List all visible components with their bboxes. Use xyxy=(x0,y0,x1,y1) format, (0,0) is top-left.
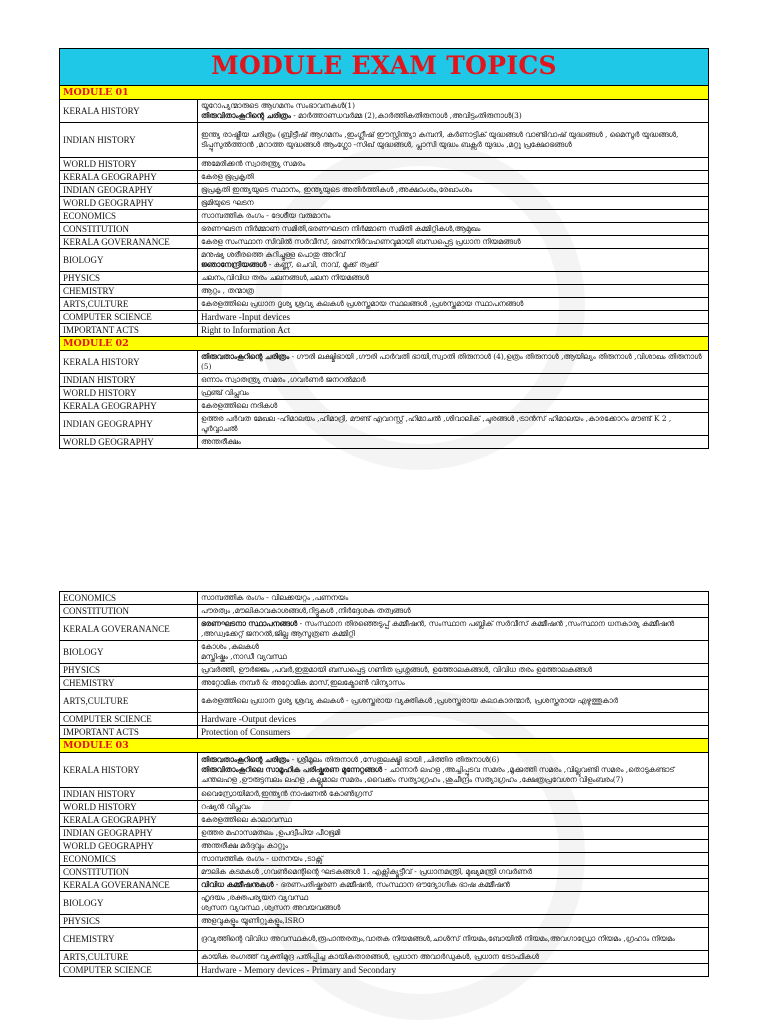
topic-text: Protection of Consumers xyxy=(201,727,291,737)
topics-cell xyxy=(198,197,709,210)
topic-text: - ചാന്നാർ ലഹള ,അച്ചിപ്പുടവ സമരം ,മൂക്കുത്തി സമരം ,വില്ലുവണ്ടി സമരം ,തൊടുകണ്ടാട് ചന്തലഹള ,ഊരുട്ടമ്പലം ലഹള ,കല്ലുമാല സമരം ,വൈക്കം സത്യാഗ്രഹം ,ശുചീന്ദ്രം സത്യാഗ്രഹം ,ക്ഷേത്രപ്രവേശന വിളംബരം(7) xyxy=(201,765,675,784)
module-label: MODULE 03 xyxy=(60,739,709,753)
module-label: MODULE 01 xyxy=(60,86,709,100)
topics-table-page-1 xyxy=(59,48,709,449)
topic-text: ഭൂപ്രകൃതി ഇന്ത്യയുടെ സ്ഥാനം, ഇന്ത്യയുടെ അതിർത്തികൾ ,അക്ഷാംശം,രേഖാംശം xyxy=(201,185,473,194)
topics-cell xyxy=(198,840,709,853)
topic-text: - ഗൗരി ലക്ഷ്മിഭായി ,ഗൗരി പാർവതി ഭായി,സ്വാതി തിരുനാൾ (4),ഉത്രം തിരുനാൾ ,ആയില്യം തിരുനാൾ ,വിശാഖം തിരുനാൾ (5) xyxy=(201,352,702,371)
topic-text: ഇന്ത്യ രാഷ്ട്രീയ ചരിത്രം (ബ്രിട്ടീഷ് ആഗമനം ,ഇംഗ്ലീഷ് ഈസ്റ്റിന്ത്യാ കമ്പനി, കർണാട്ടിക് യുദ്ധങ്ങൾ വാണ്ടിവാഷ് യുദ്ധങ്ങൾ , മൈസൂർ യുദ്ധങ്ങൾ, ടിപ്പുസുൽത്താൻ ,മറാത്ത യുദ്ധങ്ങൾ ആംഗ്ലോ -സിഖ് യുദ്ധങ്ങൾ, പ്ലാസി യുദ്ധം ബക്സർ യുദ്ധം ,മറ്റു പ്രക്ഷോഭങ്ങൾ xyxy=(201,130,679,149)
topic-row xyxy=(60,677,709,690)
topics-cell xyxy=(198,298,709,311)
topic-row xyxy=(60,400,709,413)
topic-row xyxy=(60,171,709,184)
topic-text: മസ്തിഷ്കം ,നാഡീ വ്യവസ്ഥ xyxy=(201,652,287,661)
subject-cell: BIOLOGY xyxy=(60,892,198,915)
subject-cell: CONSTITUTION xyxy=(60,223,198,236)
topic-text: കായിക രംഗത്ത് വ്യക്തിമുദ്ര പതിപ്പിച്ച കായികതാരങ്ങൾ, പ്രധാന അവാർഡുകൾ, പ്രധാന ട്രോഫികൾ xyxy=(201,952,539,961)
topic-row xyxy=(60,197,709,210)
topics-cell xyxy=(198,374,709,387)
topic-text: ഭരണഘടന നിർമ്മാണ സമിതി,ഭരണഘടന നിർമ്മാണ സമിതി കമ്മിറ്റികൾ,ആമുഖം xyxy=(201,224,481,233)
subject-cell: CONSTITUTION xyxy=(60,605,198,618)
topic-text: - കണ്ണ്, ചെവി, നാവ്, മൂക്ക് ത്വക്ക് xyxy=(266,260,378,269)
subject-cell: CHEMISTRY xyxy=(60,677,198,690)
topic-text: - സംസ്ഥാന തിരഞ്ഞെടുപ്പ് കമ്മീഷൻ, സംസ്ഥാന പബ്ലിക് സർവീസ് കമ്മീഷൻ ,സംസ്ഥാന ധനകാര്യ കമ്മീഷൻ ,അഡ്വക്കേറ്റ് ജനറൽ,ജില്ല ആസൂത്രണ കമ്മിറ്റി xyxy=(201,619,675,638)
subject-cell: PHYSICS xyxy=(60,664,198,677)
subject-cell: ARTS,CULTURE xyxy=(60,298,198,311)
topics-cell xyxy=(198,866,709,879)
topics-cell xyxy=(198,814,709,827)
topic-row xyxy=(60,123,709,158)
topic-text: സാമ്പത്തിക രംഗം - ദേശീയ വരുമാനം xyxy=(201,211,331,220)
topics-cell xyxy=(198,592,709,605)
subject-cell: INDIAN HISTORY xyxy=(60,788,198,801)
topic-row xyxy=(60,753,709,788)
topics-cell xyxy=(198,413,709,436)
topic-text: Right to Information Act xyxy=(201,325,291,335)
subject-cell: KERALA GEOGRAPHY xyxy=(60,814,198,827)
subject-cell: KERALA HISTORY xyxy=(60,100,198,123)
topic-row xyxy=(60,951,709,964)
subject-cell: KERALA GOVERANANCE xyxy=(60,618,198,641)
topic-row xyxy=(60,618,709,641)
topic-text: ഹൃദയം ,രക്തപര്യയന വ്യവസ്ഥ xyxy=(201,893,308,902)
subject-cell: PHYSICS xyxy=(60,915,198,928)
topic-heading: തിരുവതാംകൂറിന്റെ ചരിത്രം xyxy=(201,352,290,361)
subject-cell: CHEMISTRY xyxy=(60,285,198,298)
subject-cell: BIOLOGY xyxy=(60,641,198,664)
topic-text: അളവുകളും യൂണിറ്റുകളും,ISRO xyxy=(201,916,305,925)
subject-cell: KERALA GEOGRAPHY xyxy=(60,400,198,413)
subject-cell: INDIAN HISTORY xyxy=(60,374,198,387)
topic-text: ഫ്രഞ്ച് വിപ്ലവം xyxy=(201,388,249,397)
topics-cell xyxy=(198,436,709,449)
topic-text: കോശം ,കലകൾ xyxy=(201,642,259,651)
topic-row xyxy=(60,713,709,726)
topics-cell xyxy=(198,690,709,713)
topic-row xyxy=(60,311,709,324)
topic-row xyxy=(60,351,709,374)
subject-cell: WORLD HISTORY xyxy=(60,158,198,171)
topic-text: കേരള സംസ്ഥാന സിവിൽ സർവീസ്, ഭരണനിർവഹണവുമായി ബന്ധപ്പെട്ട പ്രധാന നിയമങ്ങൾ xyxy=(201,237,521,246)
topics-cell xyxy=(198,664,709,677)
topic-row xyxy=(60,605,709,618)
topic-text: കേരളത്തിലെ കാലാവസ്ഥ xyxy=(201,815,292,824)
topics-cell xyxy=(198,713,709,726)
subject-cell: WORLD HISTORY xyxy=(60,801,198,814)
subject-cell: CHEMISTRY xyxy=(60,928,198,951)
topics-cell xyxy=(198,387,709,400)
topics-cell xyxy=(198,641,709,664)
subject-cell: PHYSICS xyxy=(60,272,198,285)
topic-text: ഉത്തര മഹാസമതലം ,ഉപദ്വീപിയ പീഠഭൂമി xyxy=(201,828,341,837)
topics-cell xyxy=(198,853,709,866)
topics-cell xyxy=(198,210,709,223)
topic-text: അറ്റോമിക നമ്പർ & അറ്റോമിക മാസ്,ഇലക്ട്രോൺ വിന്യാസം xyxy=(201,678,405,687)
subject-cell: KERALA GOVERANANCE xyxy=(60,879,198,892)
topic-text: Hardware - Memory devices - Primary and Secondary xyxy=(201,965,397,975)
topics-cell xyxy=(198,879,709,892)
topic-row xyxy=(60,100,709,123)
topics-cell xyxy=(198,964,709,977)
topic-text: കേരളത്തിലെ പ്രധാന ദൃശ്യ ശ്രവ്യ കലകൾ പ്രശസ്തമായ സ്ഥലങ്ങൾ ,പ്രശസ്തമായ സ്ഥാപനങ്ങൾ xyxy=(201,299,524,308)
topic-row xyxy=(60,853,709,866)
topic-text: വൈസ്രോയിമാർ,ഇന്ത്യൻ നാഷണൽ കോൺഗ്രസ് xyxy=(201,789,373,798)
subject-cell: INDIAN GEOGRAPHY xyxy=(60,184,198,197)
topics-cell xyxy=(198,618,709,641)
topic-text: സാമ്പത്തിക രംഗം - ധനനയം ,ടാക്സ് xyxy=(201,854,323,863)
topic-text: Hardware -Output devices xyxy=(201,714,296,724)
topic-row xyxy=(60,184,709,197)
subject-cell: IMPORTANT ACTS xyxy=(60,324,198,337)
topic-text: - മാർത്താണ്ഡവർമ്മ (2),കാർത്തികതിരുനാൾ ,അവിട്ടംതിരുനാൾ(3) xyxy=(290,111,522,120)
topics-cell xyxy=(198,171,709,184)
topics-cell xyxy=(198,892,709,915)
topic-row xyxy=(60,413,709,436)
topic-text: കേരളത്തിലെ പ്രധാന ദൃശ്യ ശ്രവ്യ കലകൾ - പ്രശസ്തരായ വ്യക്തികൾ ,പ്രശസ്തരായ കലാകാരന്മാർ, പ്രശസ്തരായ എഴുത്തുകാർ xyxy=(201,696,618,705)
subject-cell: WORLD HISTORY xyxy=(60,387,198,400)
topic-text: ആറ്റം , തന്മാത്ര xyxy=(201,286,254,295)
subject-cell: KERALA HISTORY xyxy=(60,753,198,788)
subject-cell: ARTS,CULTURE xyxy=(60,690,198,713)
topic-text: - ശ്രീമൂലം തിരുനാൾ ,സേതുലക്ഷ്മി ഭായി ,ചിത്തിര തിരുനാൾ(6) xyxy=(289,755,500,764)
topic-text: പൗരത്വം ,മൗലികാവകാശങ്ങൾ,റിട്ടുകൾ ,നിർദ്ദേശക തത്വങ്ങൾ xyxy=(201,606,411,615)
topic-text: അമേരിക്കൻ സ്വാതന്ത്ര്യ സമരം xyxy=(201,159,306,168)
subject-cell: COMPUTER SCIENCE xyxy=(60,311,198,324)
topics-cell xyxy=(198,324,709,337)
topic-row xyxy=(60,801,709,814)
topic-text: റഷ്യൻ വിപ്ലവം xyxy=(201,802,251,811)
subject-cell: IMPORTANT ACTS xyxy=(60,726,198,739)
topics-cell xyxy=(198,951,709,964)
topic-row xyxy=(60,964,709,977)
topics-cell xyxy=(198,123,709,158)
topic-row xyxy=(60,272,709,285)
topic-row xyxy=(60,892,709,915)
topic-text: Hardware -Input devices xyxy=(201,312,290,322)
topics-cell xyxy=(198,726,709,739)
topics-cell xyxy=(198,351,709,374)
topics-table-page-2 xyxy=(59,591,709,977)
topics-cell xyxy=(198,915,709,928)
module-header-row xyxy=(60,739,709,753)
topic-text: ഉത്തര പർവത മേഖല -ഹിമാലയം ,ഹിമാദ്രി, മൗണ്ട് എവറസ്റ്റ് ,ഹിമാചൽ ,ശിവാലിക് ,ചുരങ്ങൾ ,ട്രാൻസ് ഹിമാലയം ,കാരക്കോറം മൗണ്ട് K 2 , പൂർവ്വാചൽ xyxy=(201,414,672,433)
subject-cell: KERALA GEOGRAPHY xyxy=(60,171,198,184)
topics-cell xyxy=(198,928,709,951)
topic-row xyxy=(60,592,709,605)
topic-text: കേരളത്തിലെ നദികൾ xyxy=(201,401,278,410)
topics-cell xyxy=(198,677,709,690)
topic-row xyxy=(60,298,709,311)
topic-text: മനുഷ്യ ശരീരത്തെ കുറിച്ചുള്ള പൊതു അറിവ് xyxy=(201,250,346,259)
subject-cell: CONSTITUTION xyxy=(60,866,198,879)
topic-row xyxy=(60,223,709,236)
subject-cell: ECONOMICS xyxy=(60,592,198,605)
topics-cell xyxy=(198,753,709,788)
topic-text: കേരള ഭൂപ്രകൃതി xyxy=(201,172,254,181)
topic-row xyxy=(60,236,709,249)
topics-cell xyxy=(198,158,709,171)
topic-text: പ്രവർത്തി, ഊർജ്ജം ,പവർ,ഇതുമായി ബന്ധപ്പെട്ട ഗണിത പ്രശ്നങ്ങൾ, ഉത്തോലകങ്ങൾ, വിവിധ തരം ഉത്തോലകങ്ങൾ xyxy=(201,665,592,674)
topics-cell xyxy=(198,184,709,197)
topics-cell xyxy=(198,249,709,272)
topic-row xyxy=(60,690,709,713)
topics-cell xyxy=(198,788,709,801)
topic-row xyxy=(60,374,709,387)
topic-row xyxy=(60,866,709,879)
topics-cell xyxy=(198,236,709,249)
subject-cell: BIOLOGY xyxy=(60,249,198,272)
topic-text: ദ്രവ്യത്തിന്റെ വിവിധ അവസ്ഥകൾ,രൂപാന്തരത്വം,വാതക നിയമങ്ങൾ,ചാൾസ് നിയമം,ബോയിൽ നിയമം,അവഗാഡ്രോ നിയമം ,ഗ്രഹാം നിയമം xyxy=(201,934,675,943)
topic-row xyxy=(60,387,709,400)
topic-row xyxy=(60,879,709,892)
subject-cell: ECONOMICS xyxy=(60,210,198,223)
topic-row xyxy=(60,285,709,298)
subject-cell: KERALA GOVERANANCE xyxy=(60,236,198,249)
page-title: MODULE EXAM TOPICS xyxy=(60,49,709,86)
topic-heading: തിരുവിതാംകൂറിലെ സാമൂഹിക പരിഷ്കരണ മുന്നേറ്റങ്ങൾ xyxy=(201,765,383,774)
topics-cell xyxy=(198,100,709,123)
topic-row xyxy=(60,641,709,664)
topic-row xyxy=(60,827,709,840)
subject-cell: INDIAN GEOGRAPHY xyxy=(60,413,198,436)
topic-text: അന്തരീക്ഷം xyxy=(201,437,241,446)
module-label: MODULE 02 xyxy=(60,337,709,351)
topics-cell xyxy=(198,272,709,285)
subject-cell: COMPUTER SCIENCE xyxy=(60,964,198,977)
subject-cell: WORLD GEOGRAPHY xyxy=(60,197,198,210)
topic-text: - ഭരണപരിഷ്കരണ കമ്മീഷൻ, സംസ്ഥാന ഔദ്യോഗിക ഭാഷ കമ്മീഷൻ xyxy=(273,880,510,889)
topics-cell xyxy=(198,285,709,298)
topics-cell xyxy=(198,223,709,236)
topics-cell xyxy=(198,400,709,413)
module-header-row xyxy=(60,86,709,100)
topic-heading: വിവിധ കമ്മീഷനുകൾ xyxy=(201,880,274,889)
topics-cell xyxy=(198,311,709,324)
subject-cell: ARTS,CULTURE xyxy=(60,951,198,964)
topics-cell xyxy=(198,801,709,814)
topic-text: യൂറോപ്യന്മാരുടെ ആഗമനം സംഭാവനകൾ(1) xyxy=(201,101,356,110)
topic-text: അന്തരീക്ഷ മർദ്ദവും കാറ്റും xyxy=(201,841,289,850)
topic-row xyxy=(60,928,709,951)
topic-text: സാമ്പത്തിക രംഗം - വിലക്കയറ്റം ,പണനയം xyxy=(201,593,349,602)
topic-row xyxy=(60,915,709,928)
topic-row xyxy=(60,840,709,853)
module-header-row xyxy=(60,337,709,351)
topic-row xyxy=(60,664,709,677)
topic-row xyxy=(60,726,709,739)
topic-text: ചലനം,വിവിധ തരം ചലനങ്ങൾ,ചലന നിയമങ്ങൾ xyxy=(201,273,369,282)
subject-cell: ECONOMICS xyxy=(60,853,198,866)
topic-heading: ഭരണഘടനാ സ്ഥാപനങ്ങൾ xyxy=(201,619,298,628)
topic-row xyxy=(60,436,709,449)
subject-cell: WORLD GEOGRAPHY xyxy=(60,436,198,449)
subject-cell: INDIAN HISTORY xyxy=(60,123,198,158)
topics-cell xyxy=(198,605,709,618)
topic-row xyxy=(60,249,709,272)
topic-row xyxy=(60,158,709,171)
topic-text: ശ്വസന വ്യവസ്ഥ ,ശ്വസന അവയവങ്ങൾ xyxy=(201,903,341,912)
subject-cell: INDIAN GEOGRAPHY xyxy=(60,827,198,840)
topic-heading: തിരുവതാംകൂറിന്റെ ചരിത്രം xyxy=(201,755,290,764)
subject-cell: WORLD GEOGRAPHY xyxy=(60,840,198,853)
topic-row xyxy=(60,788,709,801)
topics-cell xyxy=(198,827,709,840)
topic-row xyxy=(60,210,709,223)
topic-heading: ജ്ഞാനേന്ദ്രിയങ്ങൾ xyxy=(201,260,267,269)
topic-text: ഭൂമിയുടെ ഘടന xyxy=(201,198,254,207)
subject-cell: COMPUTER SCIENCE xyxy=(60,713,198,726)
topic-text: ഒന്നാം സ്വാതന്ത്ര്യ സമരം ,ഗവർണർ ജനറൽമാർ xyxy=(201,375,366,384)
topic-row xyxy=(60,814,709,827)
topic-heading: തിരുവിതാംകൂറിന്റെ ചരിത്രം xyxy=(201,111,291,120)
topic-text: മൗലിക കടമകൾ ,ഗവൺമെന്റിന്റെ ഘടകങ്ങൾ 1. എക്സിക്യൂട്ടീവ് - പ്രധാനമന്ത്രി, മുഖ്യമന്ത്രി ഗവർണർ xyxy=(201,867,532,876)
subject-cell: KERALA HISTORY xyxy=(60,351,198,374)
topic-row xyxy=(60,324,709,337)
